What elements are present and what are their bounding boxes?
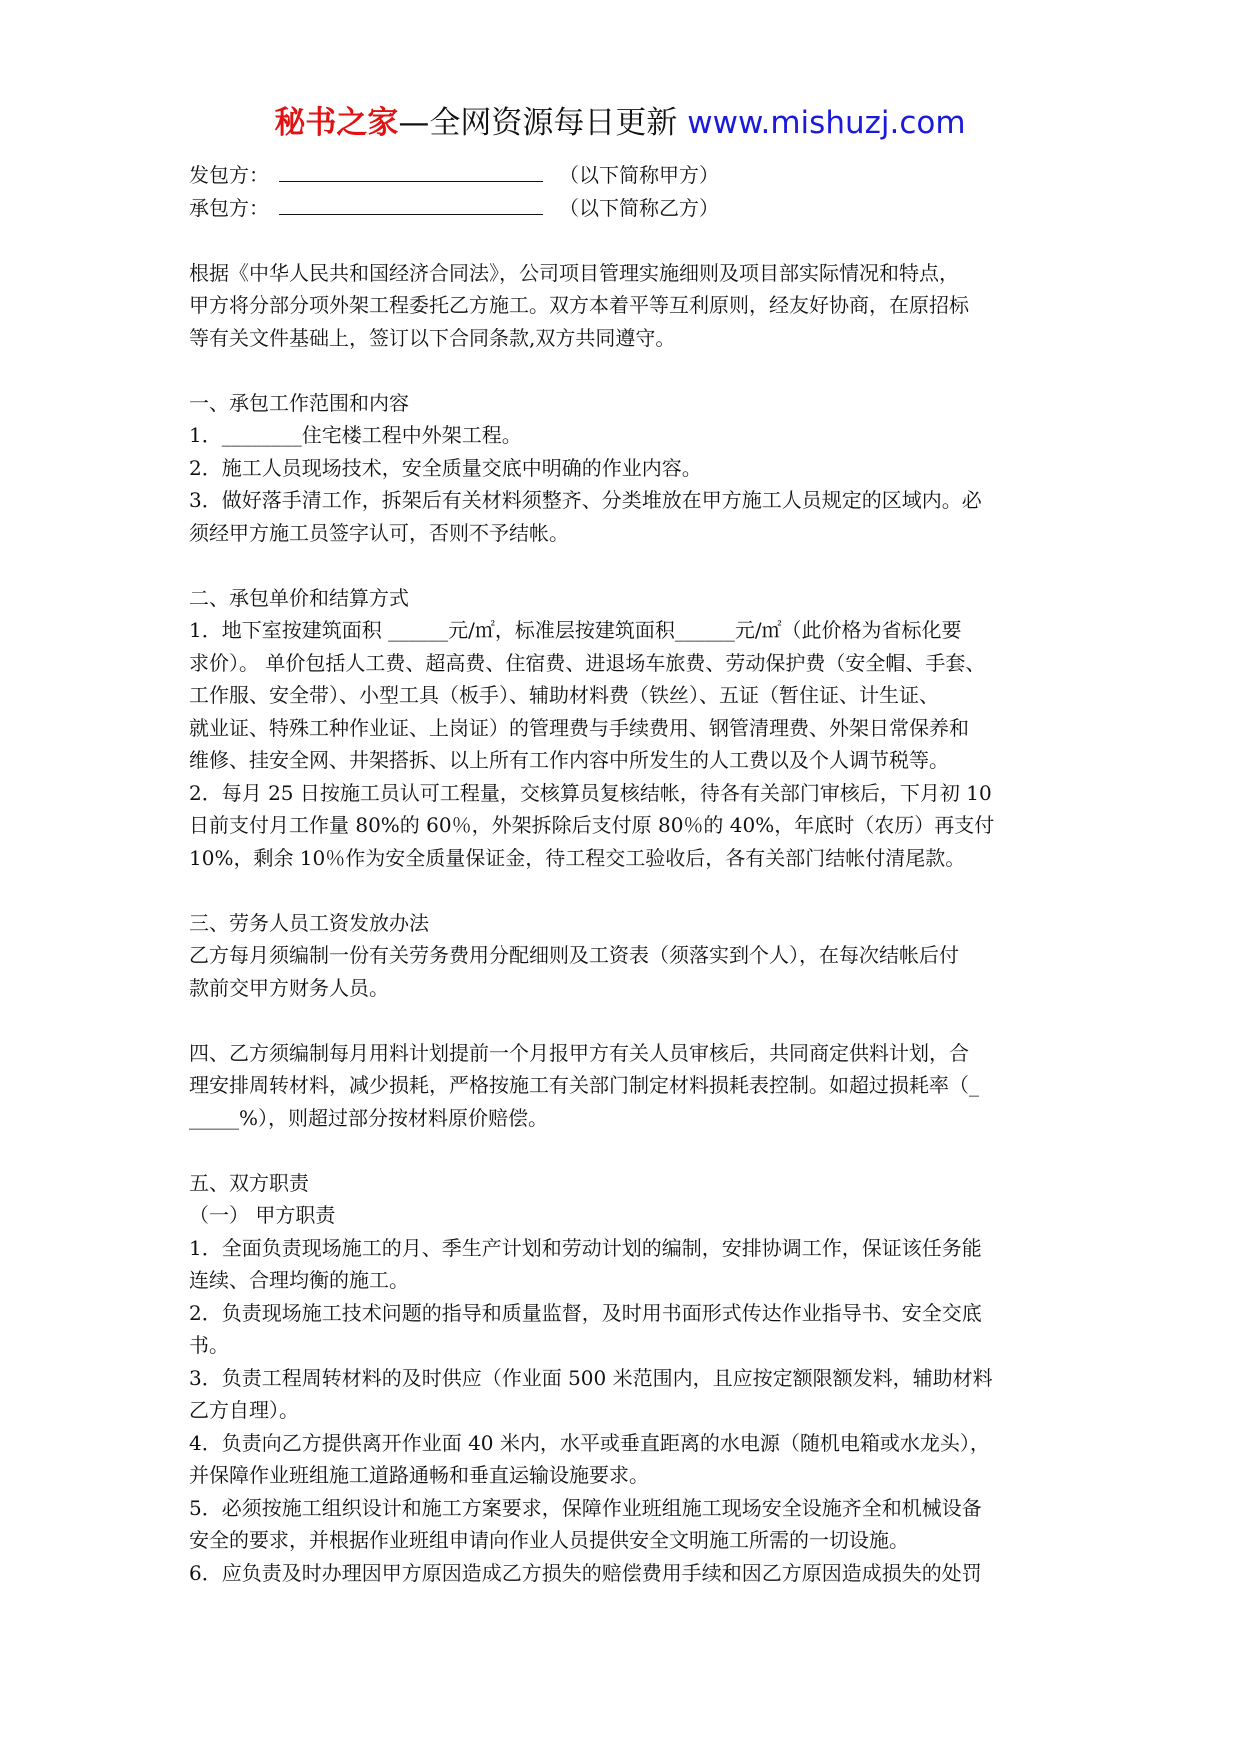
- clause-line: 工作服、安全带）、小型工具（板手）、辅助材料费（铁丝）、五证（暂住证、计生证、: [189, 683, 939, 707]
- clause-line: 2．施工人员现场技术，安全质量交底中明确的作业内容。: [189, 455, 702, 480]
- clause-line: _____%），则超过部分按材料原价赔偿。: [189, 1105, 549, 1130]
- section-heading: 一、承包工作范围和内容: [189, 390, 409, 415]
- clause-line: 连续、合理均衡的施工。: [189, 1268, 409, 1292]
- clause-line: 书。: [189, 1333, 229, 1357]
- section-heading: 二、承包单价和结算方式: [189, 585, 409, 610]
- clause-line: 1．全面负责现场施工的月、季生产计划和劳动计划的编制，安排协调工作，保证该任务能: [189, 1235, 982, 1260]
- clause-line: 4．负责向乙方提供离开作业面 40 米内，水平或垂直距离的水电源（随机电箱或水龙头），: [189, 1430, 990, 1455]
- clause-line: 理安排周转材料，减少损耗，严格按施工有关部门制定材料损耗表控制。如超过损耗率（_: [189, 1073, 979, 1097]
- clause-line: 3．负责工程周转材料的及时供应（作业面 500 米范围内，且应按定额限额发料，辅助材料: [189, 1365, 993, 1390]
- clause-line: 6．应负责及时办理因甲方原因造成乙方损失的赔偿费用手续和因乙方原因造成损失的处罚: [189, 1560, 982, 1585]
- party-label: 承包方：: [189, 195, 269, 220]
- clause-line: 3．做好落手清工作，拆架后有关材料须整齐、分类堆放在甲方施工人员规定的区域内。必: [189, 488, 982, 512]
- clause-line: 1．地下室按建筑面积 ______元/㎡，标准层按建筑面积______元/㎡（此价格为省标化要: [189, 618, 962, 642]
- banner-slogan: —全网资源每日更新: [398, 105, 688, 141]
- clause-line: 就业证、特殊工种作业证、上岗证）的管理费与手续费用、钢管清理费、外架日常保养和: [189, 715, 969, 740]
- clause-line: 乙方每月须编制一份有关劳务费用分配细则及工资表（须落实到个人），在每次结帐后付: [189, 943, 959, 967]
- section-heading: 三、劳务人员工资发放办法: [189, 910, 429, 935]
- clause-line: 四、乙方须编制每月用料计划提前一个月报甲方有关人员审核后，共同商定供料计划，合: [189, 1040, 969, 1065]
- subsection-heading: （一） 甲方职责: [189, 1203, 336, 1227]
- brand-name: 秘书之家: [274, 105, 399, 141]
- party-name-blank: [279, 159, 543, 182]
- clause-line: 2．负责现场施工技术问题的指导和质量监督，及时用书面形式传达作业指导书、安全交底: [189, 1300, 982, 1325]
- party-note: （以下简称甲方）: [559, 163, 719, 187]
- intro-line: 根据《中华人民共和国经济合同法》，公司项目管理实施细则及项目部实际情况和特点，: [189, 260, 959, 285]
- intro-line: 甲方将分部分项外架工程委托乙方施工。双方本着平等互利原则，经友好协商，在原招标: [189, 293, 969, 317]
- party-name-blank: [279, 192, 543, 215]
- intro-line: 等有关文件基础上，签订以下合同条款,双方共同遵守。: [189, 325, 676, 350]
- clause-line: 安全的要求，并根据作业班组申请向作业人员提供安全文明施工所需的一切设施。: [189, 1528, 909, 1552]
- clause-line: 日前支付月工作量 80%的 60％，外架拆除后支付原 80％的 40%，年底时（农历）再支付: [189, 813, 995, 837]
- clause-line: 须经甲方施工员签字认可，否则不予结帐。: [189, 520, 569, 545]
- clause-line: 10%，剩余 10％作为安全质量保证金，待工程交工验收后，各有关部门结帐付清尾款。: [189, 845, 966, 870]
- clause-line: 维修、挂安全网、井架搭拆、以上所有工作内容中所发生的人工费以及个人调节税等。: [189, 748, 949, 772]
- clause-line: 并保障作业班组施工道路通畅和垂直运输设施要求。: [189, 1463, 649, 1487]
- clause-line: 款前交甲方财务人员。: [189, 975, 389, 1000]
- party-b-row: [189, 192, 1071, 225]
- site-url-link[interactable]: www.mishuzj.com: [687, 105, 966, 141]
- clause-line: 乙方自理）。: [189, 1398, 299, 1422]
- party-label: 发包方：: [189, 163, 269, 187]
- clause-line: 1．________住宅楼工程中外架工程。: [189, 423, 522, 447]
- clause-line: 5．必须按施工组织设计和施工方案要求，保障作业班组施工现场安全设施齐全和机械设备: [189, 1495, 982, 1520]
- party-a-row: [189, 159, 1071, 192]
- contract-body: [189, 159, 1071, 1589]
- clause-line: 求价）。 单价包括人工费、超高费、住宿费、进退场车旅费、劳动保护费（安全帽、手套、: [189, 650, 986, 675]
- site-banner: [0, 100, 1240, 146]
- clause-line: 2．每月 25 日按施工员认可工程量，交核算员复核结帐，待各有关部门审核后，下月初 10: [189, 780, 992, 805]
- party-note: （以下简称乙方）: [559, 195, 719, 220]
- section-heading: 五、双方职责: [189, 1170, 309, 1195]
